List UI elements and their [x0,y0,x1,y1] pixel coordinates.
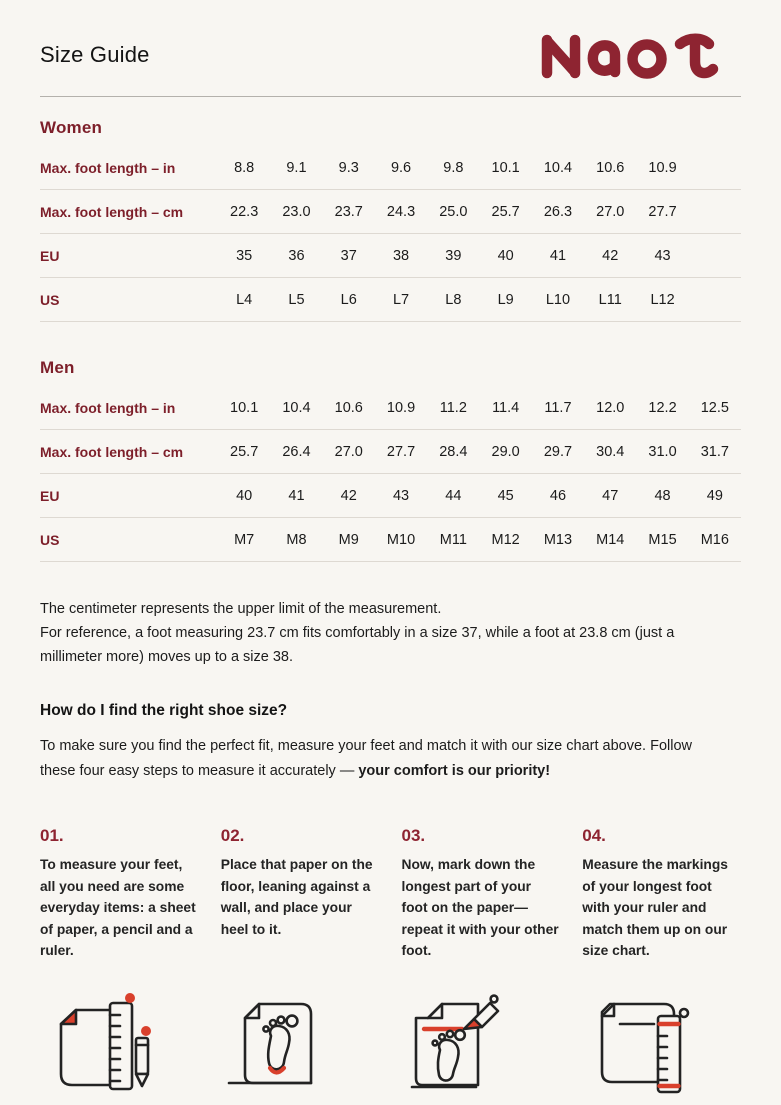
paper-ruler-pencil-icon [40,988,158,1100]
size-table-row [40,386,741,430]
size-value: 31.0 [648,443,677,460]
step-text: Place that paper on the floor, leaning against a wall, and place your heel to it. [220,857,373,937]
size-value: 36 [288,247,305,264]
size-value: 10.4 [282,399,311,416]
header-divider [40,96,741,97]
size-value: 23.0 [282,203,311,220]
size-value: 27.7 [648,203,677,220]
paper-ruler-measure-icon [582,988,700,1100]
howto-intro [40,734,712,784]
size-table-row [40,190,741,234]
size-value: 10.9 [386,399,416,416]
size-value: 25.7 [491,203,520,220]
size-value: 43 [392,487,410,504]
size-value: 11.7 [544,399,572,416]
row-label: Max. foot length – in [40,399,176,416]
row-label: EU [40,487,60,504]
note-line-1: The centimeter represents the upper limit of the measurement. [40,601,442,617]
size-value: L9 [497,291,514,308]
step-number: 01. [40,826,64,846]
size-value: 26.4 [282,443,311,460]
row-label: Max. foot length – cm [40,443,184,460]
size-value: 31.7 [700,443,729,460]
size-value: M10 [386,531,416,548]
paper-footprint-pencil-icon [402,988,520,1100]
size-value: M12 [491,531,520,548]
size-value: M15 [648,531,677,548]
size-value: 10.6 [334,399,363,416]
size-value: L11 [598,291,622,308]
size-value: 44 [445,487,462,504]
size-value: 29.7 [543,443,573,460]
row-label: Max. foot length – in [40,159,176,176]
size-value: 25.0 [439,203,468,220]
naot-logo-icon [533,29,741,81]
size-value: L4 [236,291,253,308]
size-value: 12.5 [700,399,729,416]
step-4 [582,826,741,962]
step-number: 04. [582,826,606,846]
size-value: M14 [596,531,625,548]
size-value: 28.4 [439,443,468,460]
size-value: 42 [602,247,619,264]
size-value: 38 [392,247,410,264]
size-value: L7 [392,291,410,308]
size-value: L6 [340,291,357,308]
size-value: 10.1 [491,159,520,176]
size-value: 41 [288,487,305,504]
size-value: 29.0 [491,443,520,460]
size-value: 43 [654,247,671,264]
size-value: M11 [439,531,467,548]
page-title: Size Guide [40,42,150,67]
size-table-row [40,278,741,322]
size-value: 49 [706,487,723,504]
size-value: 40 [236,487,253,504]
step-text: Measure the markings of your longest foot with your ruler and match them up on our size chart. [582,857,728,959]
women-section [40,118,741,322]
step-number: 02. [220,826,245,846]
size-value: 46 [549,487,567,504]
size-value: 8.8 [234,159,255,176]
size-value: 9.6 [390,159,412,176]
women-heading: Women [40,118,103,137]
men-size-table [40,386,741,562]
size-table-row [40,234,741,278]
size-value: 27.0 [334,443,363,460]
size-value: 12.0 [596,399,625,416]
size-table-row [40,430,741,474]
step-3 [402,826,561,962]
row-label: US [40,291,60,308]
size-value: 12.2 [648,399,677,416]
size-value: 11.2 [439,399,467,416]
size-value: M7 [234,531,255,548]
row-label: Max. foot length – cm [40,203,184,220]
size-value: 25.7 [230,443,259,460]
size-value: M13 [543,531,573,548]
paper-footprint-heel-icon [221,988,339,1100]
note-line-2: For reference, a foot measuring 23.7 cm fits comfortably in a size 37, while a foot at 23.8 cm (just a millimeter more) moves up to a size 38. [40,624,675,665]
size-value: 30.4 [596,443,625,460]
size-value: L8 [445,291,462,308]
size-value: L10 [545,291,571,308]
size-value: 26.3 [543,203,573,220]
howto-heading: How do I find the right shoe size? [40,702,288,720]
size-value: 48 [654,487,671,504]
step-text: Now, mark down the longest part of your foot on the paper—repeat it with your other foot. [401,857,559,959]
size-value: M16 [700,531,729,548]
step-number: 03. [401,826,426,846]
step-text: To measure your feet, all you need are some everyday items: a sheet of paper, a pencil and a ruler. [40,857,196,959]
size-table-row [40,146,741,190]
page-header [40,26,741,84]
step-icons-row [40,988,741,1100]
size-value: 42 [340,487,357,504]
size-value: 35 [236,247,253,264]
size-value: 10.9 [648,159,677,176]
steps-grid [40,826,741,962]
size-value: L12 [650,291,675,308]
size-value: 24.3 [386,203,416,220]
size-value: 9.1 [286,159,307,176]
size-value: 22.3 [230,203,259,220]
size-value: 37 [340,247,357,264]
size-value: 27.0 [596,203,625,220]
step-1 [40,826,199,962]
row-label: US [40,531,60,548]
howto-intro-regular: To make sure you find the perfect fit, measure your feet and match it with our size chart above. Follow these four easy steps to measure it accurately — [40,738,693,780]
men-section [40,358,741,562]
size-value: 40 [497,247,514,264]
size-value: 27.7 [386,443,416,460]
size-value: 10.1 [230,399,259,416]
size-table-row [40,518,741,562]
howto-intro-bold: your comfort is our priority! [358,763,551,780]
size-value: 10.6 [596,159,625,176]
size-value: 23.7 [334,203,363,220]
size-value: 39 [445,247,462,264]
size-value: 9.3 [338,159,359,176]
size-value: 10.4 [543,159,573,176]
women-size-table [40,146,741,322]
size-value: M8 [286,531,307,548]
size-value: M9 [338,531,359,548]
step-2 [221,826,380,962]
measurement-notes [40,598,716,669]
size-value: 9.8 [443,159,464,176]
size-table-row [40,474,741,518]
size-value: 47 [602,487,619,504]
size-value: 11.4 [492,399,520,416]
size-value: 41 [549,247,567,264]
row-label: EU [40,247,60,264]
size-value: L5 [288,291,305,308]
size-value: 45 [497,487,514,504]
men-heading: Men [40,358,75,377]
